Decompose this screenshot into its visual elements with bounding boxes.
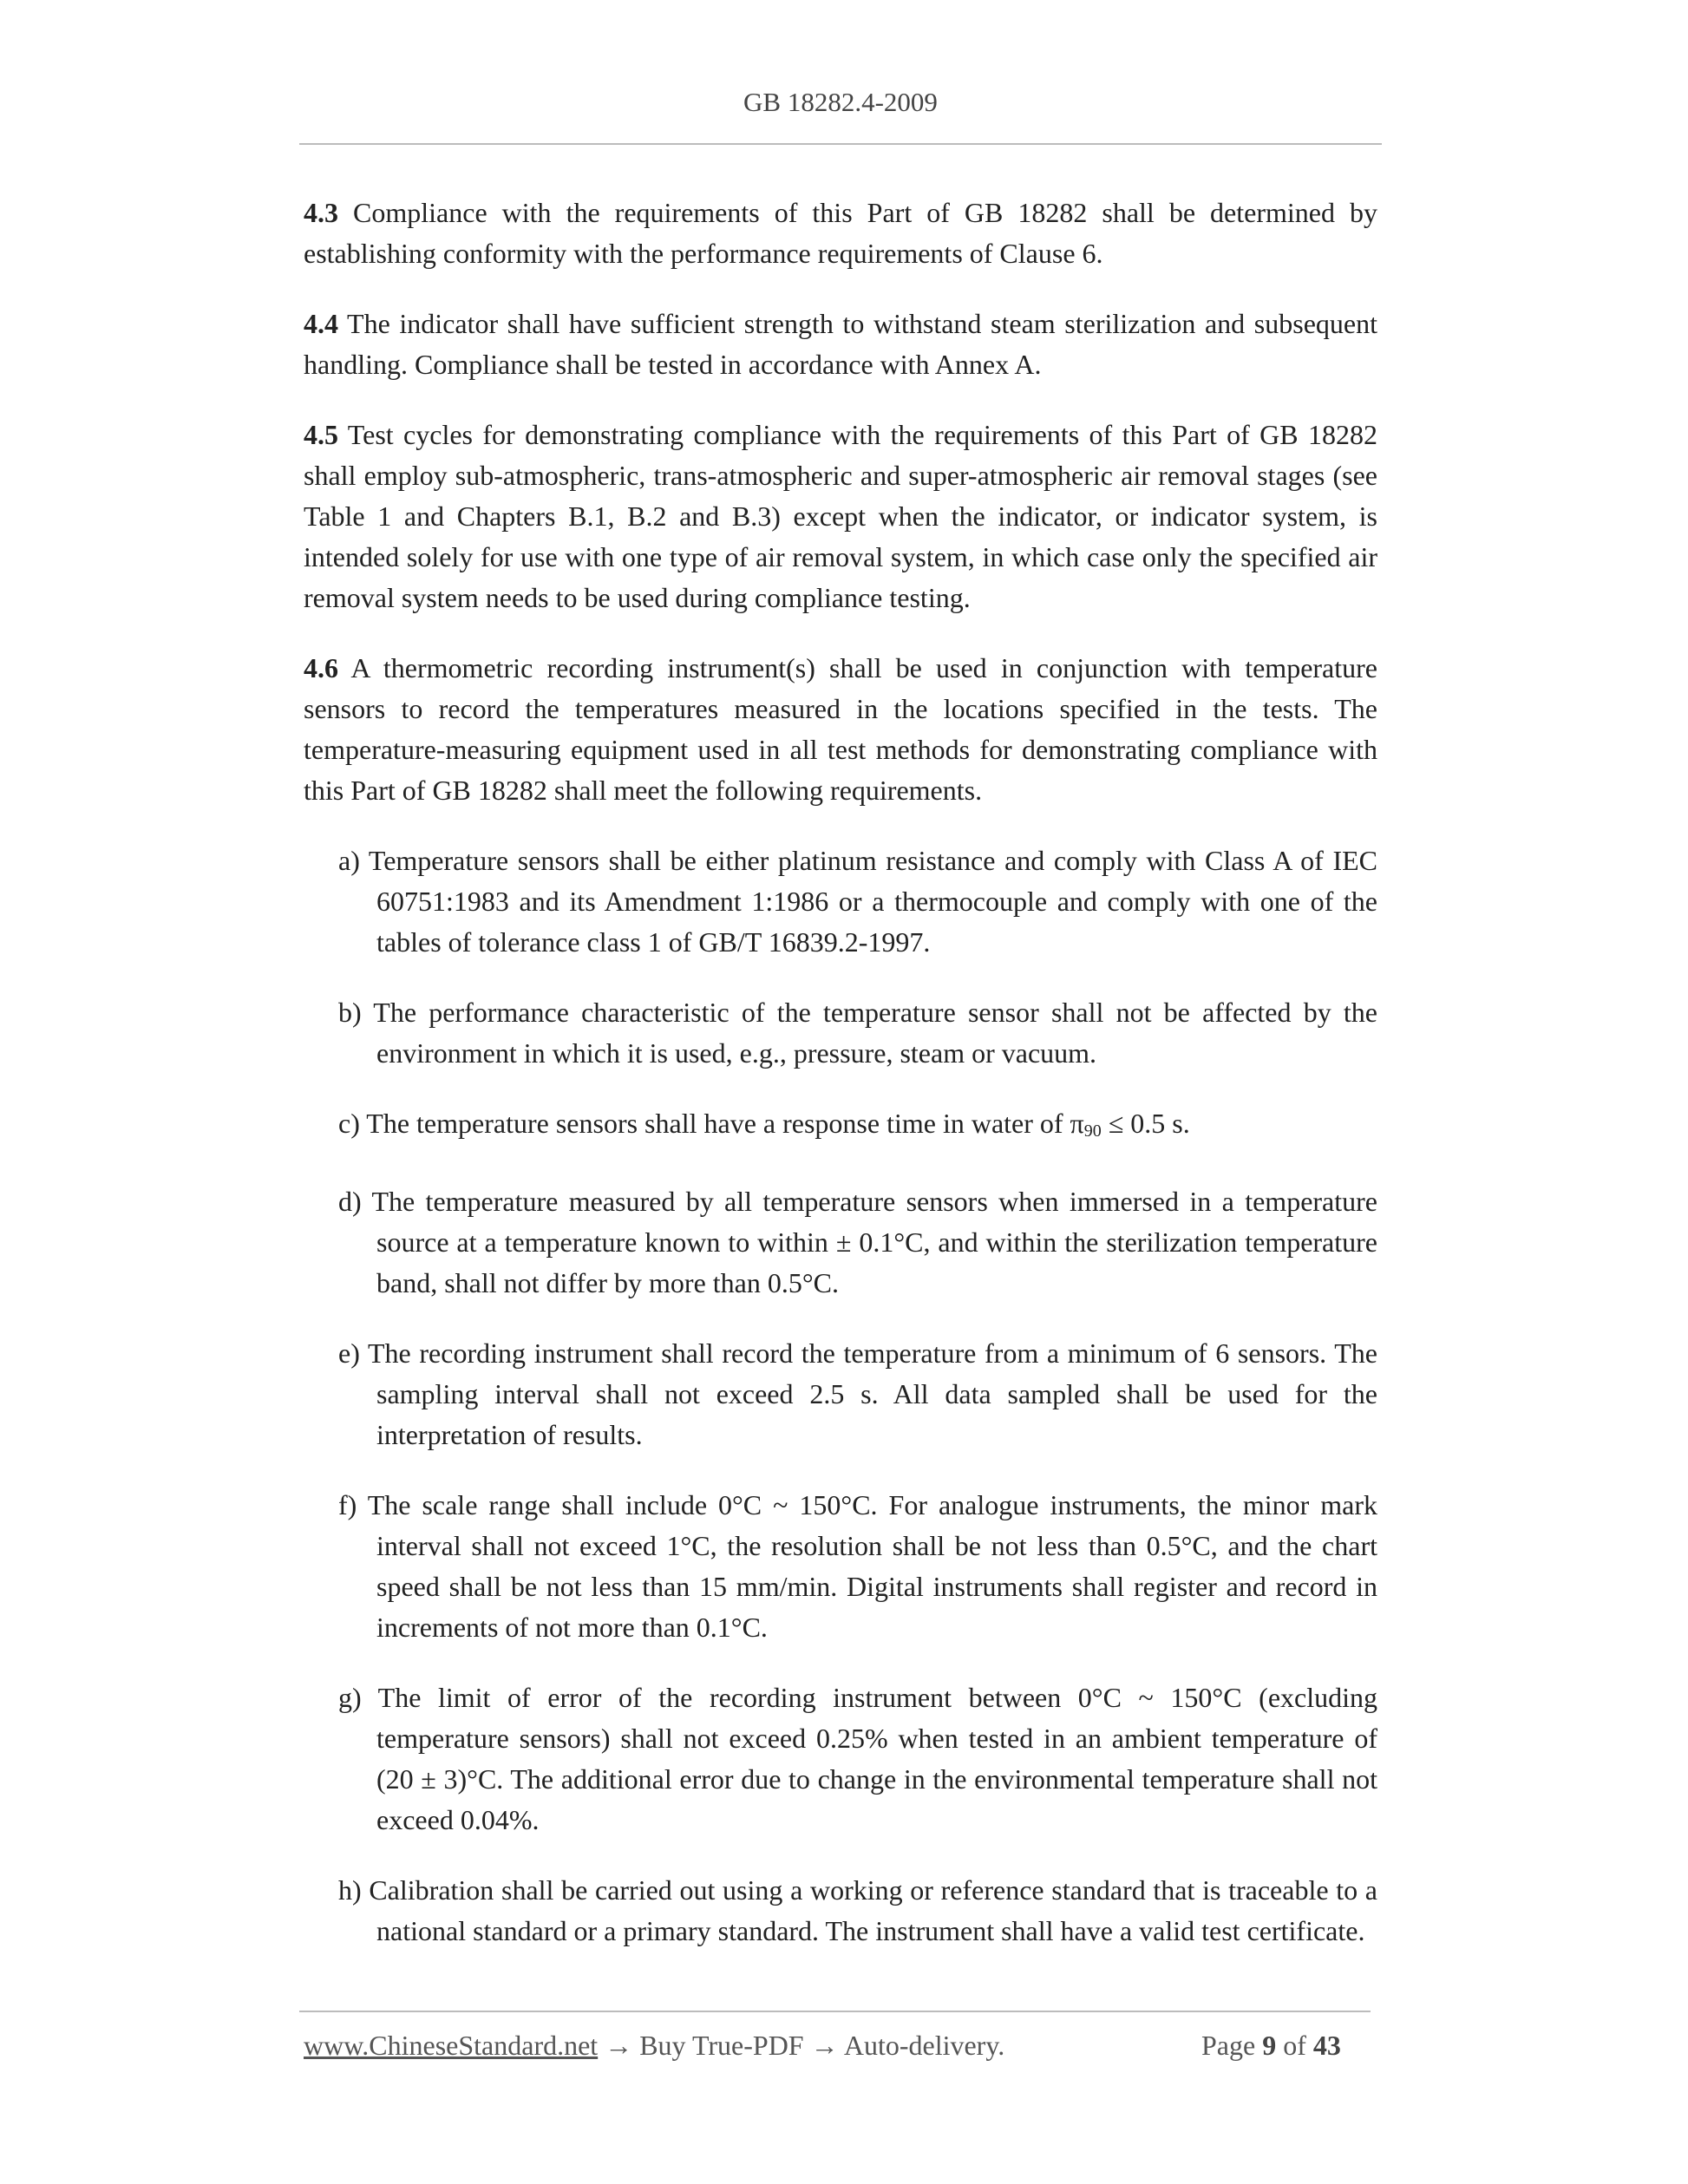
list-item-h: h) Calibration shall be carried out using a working or reference standard that is traceable to a national standard or a primary standard. The instrument shall have a valid test certificate. — [338, 1874, 1377, 1946]
list-item-text: c) The temperature sensors shall have a response time in water of π — [338, 1108, 1084, 1139]
clause-4-4 — [304, 304, 1377, 385]
list-item-d: d) The temperature measured by all temperature sensors when immersed in a temperature source at a temperature known to within ± 0.1°C, and within the sterilization temperature band, shall not differ by more than 0.5°C. — [338, 1186, 1377, 1298]
page-label: Page — [1201, 2030, 1263, 2061]
list-item-text: ≤ 0.5 s. — [1101, 1108, 1190, 1139]
clause-4-6 — [304, 648, 1377, 811]
clause-text: Test cycles for demonstrating compliance with the requirements of this Part of GB 18282 shall employ sub-atmospheric, trans-atmospheric and super-atmospheric air removal stages (see Table 1 and Chapters B.1, B.2 and B.3) except when the indicator, or indicator system, is intended solely for use with one type of air removal system, in which case only the specified air removal system needs to be used during compliance testing. — [304, 419, 1377, 613]
clause-number: 4.5 — [304, 419, 338, 450]
clause-text: The indicator shall have sufficient strength to withstand steam sterilization and subsequent handling. Compliance shall be tested in accordance with Annex A. — [304, 308, 1377, 380]
list-item-c — [338, 1103, 1377, 1152]
page-total: 43 — [1312, 2030, 1341, 2061]
list-item-g: g) The limit of error of the recording instrument between 0°C ~ 150°C (excluding temperature sensors) shall not exceed 0.25% when tested in an ambient temperature of (20 ± 3)°C. The additional error due to change in the environmental temperature shall not exceed 0.04%. — [338, 1682, 1377, 1835]
list-item-f: f) The scale range shall include 0°C ~ 150°C. For analogue instruments, the minor mark interval shall not exceed 1°C, the resolution shall be not less than 0.5°C, and the chart speed shall be not less than 15 mm/min. Digital instruments shall register and record in increments of not more than 0.1°C. — [338, 1489, 1377, 1643]
list-item-b: b) The performance characteristic of the temperature sensor shall not be affected by the environment in which it is used, e.g., pressure, steam or vacuum. — [338, 997, 1377, 1069]
list-item-a: a) Temperature sensors shall be either platinum resistance and comply with Class A of IEC 60751:1983 and its Amendment 1:1986 or a thermocouple and comply with one of the tables of tolerance class 1 of GB/T 16839.2-1997. — [338, 845, 1377, 958]
clause-4-5 — [304, 415, 1377, 618]
header-divider — [299, 143, 1382, 145]
clause-number: 4.6 — [304, 652, 338, 683]
document-header: GB 18282.4-2009 — [743, 87, 938, 117]
page-indicator — [1201, 2030, 1341, 2062]
clause-number: 4.3 — [304, 197, 338, 228]
document-body — [304, 193, 1377, 1981]
clause-text: Compliance with the requirements of this Part of GB 18282 shall be determined by establishing conformity with the performance requirements of Clause 6. — [304, 197, 1377, 269]
footer-promo — [304, 2030, 1004, 2062]
subscript: 90 — [1083, 1121, 1102, 1141]
list-item-e: e) The recording instrument shall record the temperature from a minimum of 6 sensors. The sampling interval shall not exceed 2.5 s. All data sampled shall be used for the interpretation of results. — [338, 1337, 1377, 1450]
of-label: of — [1276, 2030, 1313, 2061]
clause-number: 4.4 — [304, 308, 338, 339]
footer-divider — [299, 2011, 1371, 2012]
clause-4-3 — [304, 193, 1377, 274]
website-link[interactable]: www.ChineseStandard.net — [304, 2030, 599, 2061]
clause-text: A thermometric recording instrument(s) shall be used in conjunction with temperature sensors to record the temperatures measured in the locations specified in the tests. The temperature-measuring equipment used in all test methods for demonstrating compliance with this Part of GB 18282 shall meet the following requirements. — [304, 652, 1377, 806]
footer-tagline: → Buy True-PDF → Auto-delivery. — [598, 2030, 1005, 2061]
page-number: 9 — [1262, 2030, 1277, 2061]
